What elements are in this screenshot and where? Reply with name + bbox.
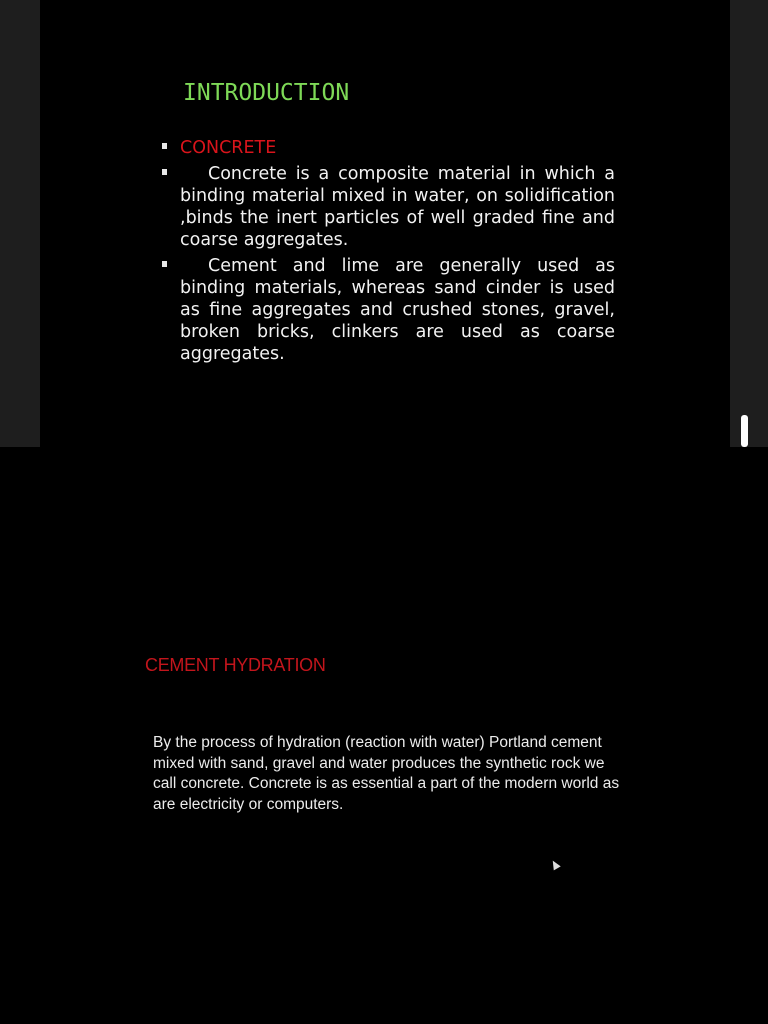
bullet-text-definition: Concrete is a composite material in which a binding material mixed in water, on solidification ,binds the inert particles of well graded fine and coarse aggregates. <box>180 164 615 250</box>
bullet-marker <box>162 143 167 149</box>
right-gutter <box>730 0 768 447</box>
slide-title-introduction: INTRODUCTION <box>183 80 350 106</box>
slide-body-text: By the process of hydration (reaction with water) Portland cement mixed with sand, gravel and water produces the synthetic rock we call concrete. Concrete is as essential a part of the modern world as are electricity or computers. <box>153 734 620 813</box>
bullet-text-materials: Cement and lime are generally used as binding materials, whereas sand cinder is used as fine aggregates and crushed stones, gravel, broken bricks, clinkers are used as coarse aggregates. <box>180 256 615 364</box>
bullet-marker <box>162 169 167 175</box>
bullet-marker <box>162 261 167 267</box>
scrollbar-thumb[interactable] <box>741 415 748 447</box>
bullet-text-concrete: CONCRETE <box>180 138 277 158</box>
bullet-item <box>160 255 615 365</box>
bullet-item <box>160 137 615 159</box>
bullet-list <box>160 137 615 369</box>
slide-title-cement-hydration: CEMENT HYDRATION <box>145 655 326 675</box>
bullet-item <box>160 163 615 251</box>
left-gutter <box>0 0 40 447</box>
